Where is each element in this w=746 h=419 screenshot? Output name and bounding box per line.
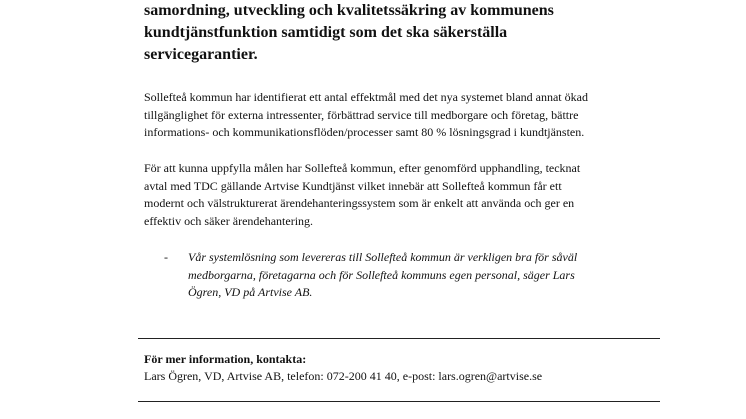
lead-paragraph <box>144 0 664 66</box>
lead-line: servicegarantier. <box>144 46 258 63</box>
quote-line: Ögren, VD på Artvise AB. <box>188 285 313 299</box>
body-paragraph-agreement <box>144 160 580 230</box>
paragraph-line: avtal med TDC gällande Artvise Kundtjänst vilket innebär att Sollefteå kommun får ett <box>144 178 562 193</box>
lead-line: kundtjänstfunktion samtidigt som det ska säkerställa <box>144 24 508 41</box>
document-page <box>144 0 664 299</box>
quote-line: Vår systemlösning som levereras till Sollefteå kommun är verkligen bra för såväl <box>188 250 578 264</box>
lead-line: samordning, utveckling och kvalitetssäkring av kommunens <box>144 2 554 19</box>
paragraph-line: informations- och kommunikationsflöden/processer samt 80 % lösningsgrad i kundtjänsten. <box>144 125 585 139</box>
paragraph-line: tillgänglighet för externa intressenter, förbättrad service till medborgare och företag, bättre <box>144 107 579 122</box>
quote-bullet: - <box>164 250 168 264</box>
quote-text <box>188 249 577 302</box>
paragraph-line: För att kunna uppfylla målen har Sollefteå kommun, efter genomförd upphandling, tecknat <box>144 161 581 175</box>
divider-top <box>138 338 660 339</box>
body-paragraph-effect-goals <box>144 89 588 142</box>
divider-bottom <box>138 401 660 402</box>
contact-heading: För mer information, kontakta: <box>144 352 307 366</box>
contact-details: Lars Ögren, VD, Artvise AB, telefon: 072-200 41 40, e-post: lars.ogren@artvise.se <box>144 369 543 383</box>
paragraph-line: modernt och välstrukturerat ärendehanteringssystem som är enkelt att använda och ger en <box>144 196 575 210</box>
paragraph-line: Sollefteå kommun har identifierat ett antal effektmål med det nya systemet bland annat ökad <box>144 90 588 104</box>
quote-line: medborgarna, företagarna och för Sollefteå kommuns egen personal, säger Lars <box>188 267 575 282</box>
contact-section <box>144 351 542 385</box>
paragraph-line: effektiv och säker ärendehantering. <box>144 213 314 228</box>
